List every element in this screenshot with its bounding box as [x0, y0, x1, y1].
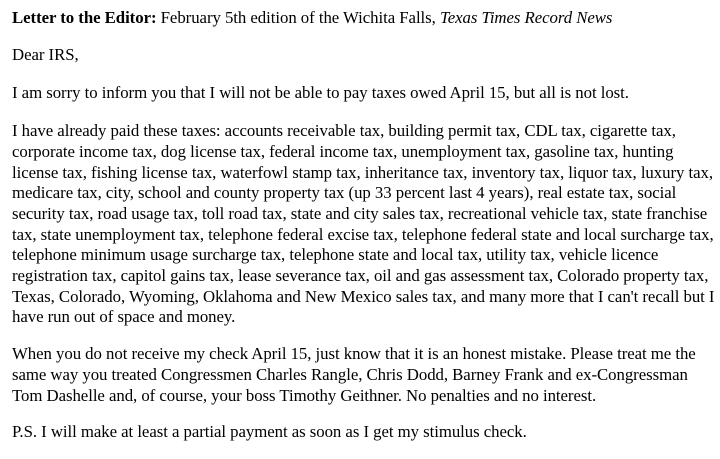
greeting: Dear IRS, [12, 44, 79, 64]
paragraph-line: When you do not receive my check April 15, just know that it is an honest mistake. Please treat me the [12, 344, 696, 364]
paragraph-line: have run out of space and money. [12, 307, 236, 327]
paragraph-check [12, 344, 712, 406]
header-label: Letter to the Editor: [12, 8, 157, 27]
paragraph-line: Tom Dashelle and, of course, your boss Timothy Geithner. No penalties and no interest. [12, 385, 597, 405]
letter-document [12, 8, 715, 459]
paragraph-line: I have already paid these taxes: accounts receivable tax, building permit tax, CDL tax, cigarette tax, [12, 121, 676, 141]
paragraph-line: telephone minimum usage surcharge tax, telephone state and local tax, utility tax, vehicle licence [12, 245, 659, 265]
paragraph-line: security tax, road usage tax, toll road tax, state and city sales tax, recreational vehicle tax, state franchise [12, 203, 708, 223]
publication-name: Texas Times Record News [439, 8, 613, 27]
paragraph-line: registration tax, capitol gains tax, lease severance tax, oil and gas assessment tax, Colorado property tax, [12, 266, 709, 286]
letter-header [12, 8, 712, 29]
header-text: February 5th edition of the Wichita Falls, [156, 8, 440, 27]
paragraph-taxes [12, 121, 715, 328]
postscript [12, 422, 712, 443]
paragraph-line: same way you treated Congressmen Charles Rangle, Chris Dodd, Barney Frank and ex-Congressman [12, 364, 688, 384]
paragraph-line: Texas, Colorado, Wyoming, Oklahoma and New Mexico sales tax, and many more that I can't recall but I [12, 286, 715, 306]
paragraph-intro [12, 83, 712, 104]
paragraph-line: medicare tax, city, school and county property tax (up 33 percent last 4 years), real estate tax, social [12, 183, 677, 203]
paragraph-line: corporate income tax, dog license tax, federal income tax, unemployment tax, gasoline tax, hunting [12, 141, 674, 161]
paragraph-line: license tax, fishing license tax, waterfowl stamp tax, inheritance tax, inventory tax, liquor tax, luxury tax, [12, 162, 713, 182]
paragraph-line: tax, state unemployment tax, telephone federal excise tax, telephone federal state and local surcharge tax, [12, 224, 714, 244]
paragraph-line: I am sorry to inform you that I will not be able to pay taxes owed April 15, but all is not lost. [12, 83, 629, 103]
paragraph-line: P.S. I will make at least a partial payment as soon as I get my stimulus check. [12, 422, 527, 442]
